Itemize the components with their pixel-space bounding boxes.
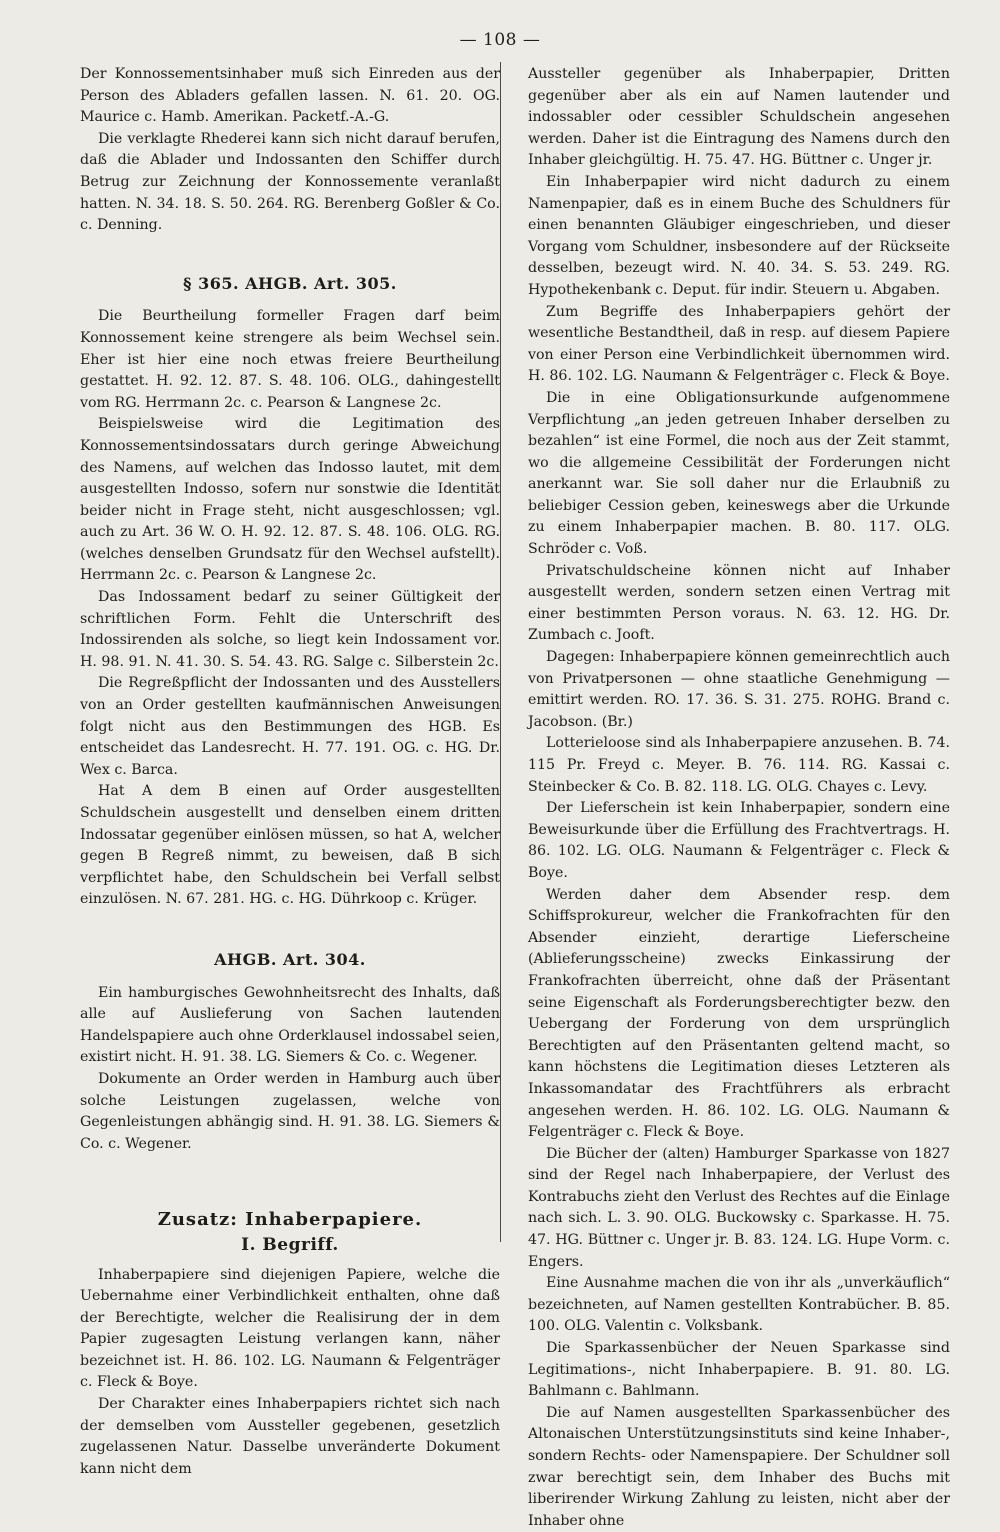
section-heading-inhaberpapiere: Zusatz: Inhaberpapiere.: [157, 1209, 423, 1231]
paragraph: Ein Inhaberpapier wird nicht dadurch zu einem Namenpapier, daß es in einem Buche des Schuldners für einen benannten Gläubiger eingeschrieben, und dieser Vorgang vom Schuldner, insbesondere auf der Rückseite desselben, bezeugt wird. N. 40. 34. S. 53. 249. RG. Hypothekenbank c. Deput. für indir. Steuern u. Abgaben.: [528, 173, 950, 298]
paragraph: Die Regreßpflicht der Indossanten und des Ausstellers von an Order gestellten kaufmännischen Anweisungen folgt nicht aus den Bestimmungen des HGB. Es entscheidet das Landesrecht. H. 77. 191. OG. c. HG. Dr. Wex c. Barca.: [80, 675, 500, 778]
left-block-1: [80, 64, 500, 237]
right-column: [528, 64, 950, 1532]
paragraph: Der Lieferschein ist kein Inhaberpapier, sondern eine Beweisurkunde über die Erfüllung des Frachtvertrags. H. 86. 102. LG. OLG. Naumann & Felgenträger c. Fleck & Boye.: [528, 800, 950, 881]
paragraph: Dagegen: Inhaberpapiere können gemeinrechtlich auch von Privatpersonen — ohne staatliche Genehmigung — emittirt werden. RO. 17. 36. S. 31. 275. ROHG. Brand c. Jacobson. (Br.): [528, 649, 950, 730]
paragraph: Der Konnossementsinhaber muß sich Einreden aus der Person des Abladers gefallen lassen. N. 61. 20. OG. Maurice c. Hamb. Amerikan. Packetf.-A.-G.: [80, 66, 500, 126]
paragraph: Lotterieloose sind als Inhaberpapiere anzusehen. B. 74. 115 Pr. Freyd c. Meyer. B. 76. 114. RG. Kassai c. Steinbecker & Co. B. 82. 118. LG. OLG. Chayes c. Levy.: [528, 735, 950, 795]
right-block: [528, 64, 950, 1532]
left-block-2: [80, 306, 500, 911]
left-block-3: [80, 983, 500, 1156]
paragraph: Privatschuldscheine können nicht auf Inhaber ausgestellt werden, sondern setzen einen Vertrag mit einer bestimmten Person voraus. N. 63. 12. HG. Dr. Zumbach c. Jooft.: [528, 562, 950, 644]
paragraph: Ein hamburgisches Gewohnheitsrecht des Inhalts, daß alle auf Auslieferung von Sachen lautenden Handelspapiere auch ohne Orderklausel indossabel seien, existirt nicht. H. 91. 38. LG. Siemers & Co. c. Wegener.: [80, 984, 500, 1066]
paragraph: Die Beurtheilung formeller Fragen darf beim Konnossement keine strengere als beim Wechsel sein. Eher ist hier eine noch etwas freiere Beurtheilung gestattet. H. 92. 12. 87. S. 48. 106. OLG., dahingestellt vom RG. Herrmann 2c. c. Pearson & Langnese 2c.: [80, 308, 500, 411]
section-heading-365: § 365. AHGB. Art. 305.: [183, 273, 397, 293]
paragraph: Hat A dem B einen auf Order ausgestellten Schuldschein ausgestellt und denselben einem dritten Indossatar gegenüber einlösen müssen, so hat A, welcher gegen B Regreß nimmt, zu beweisen, daß B sich verpflichtet habe, den Schuldschein bei Verfall selbst einzulösen. N. 67. 281. HG. c. HG. Dührkoop c. Krüger.: [80, 783, 500, 908]
paragraph: Das Indossament bedarf zu seiner Gültigkeit der schriftlichen Form. Fehlt die Unterschrift des Indossirenden als solche, so liegt kein Indossament vor. H. 98. 91. N. 41. 30. S. 54. 43. RG. Salge c. Silberstein 2c.: [80, 589, 500, 670]
paragraph: Die auf Namen ausgestellten Sparkassenbücher des Altonaischen Unterstützungsinstituts sind keine Inhaber-, sondern Rechts- oder Namenspapiere. Der Schuldner soll zwar berechtigt sein, dem Inhaber des Buchs mit liberirender Wirkung Zahlung zu leisten, nicht aber der Inhaber ohne: [528, 1404, 950, 1529]
paragraph: Dokumente an Order werden in Hamburg auch über solche Leistungen zugelassen, welche von Gegenleistungen abhängig sind. H. 91. 38. LG. Siemers & Co. c. Wegener.: [80, 1070, 500, 1152]
paragraph: Werden daher dem Absender resp. dem Schiffsprokureur, welcher die Frankofrachten für den Absender einzieht, derartige Lieferscheine (Ablieferungsscheine) zwecks Einkassirung der Frankofrachten überreicht, ohne daß der Präsentant seine Eigenschaft als Forderungsberechtigter bezw. den Uebergang der Forderung von dem ursprünglich Berechtigten auf den Präsentanten geltend macht, so kann höchstens die Legitimation dieses Letzteren als Inkassomandatar des Frachtführers als erbracht angesehen werden. H. 86. 102. LG. OLG. Naumann & Felgenträger c. Fleck & Boye.: [528, 886, 950, 1141]
paragraph: Zum Begriffe des Inhaberpapiers gehört der wesentliche Bestandtheil, daß in resp. auf diesem Papiere von einer Person eine Verbindlichkeit übernommen wird. H. 86. 102. LG. Naumann & Felgenträger c. Fleck & Boye.: [528, 303, 950, 385]
page-number: — 108 —: [459, 30, 541, 50]
subsection-heading-begriff: I. Begriff.: [241, 1234, 339, 1255]
left-column: [80, 64, 500, 1480]
paragraph: Eine Ausnahme machen die von ihr als „unverkäuflich“ bezeichneten, auf Namen gestellten Kontrabücher. B. 85. 100. OLG. Valentin c. Volksbank.: [528, 1275, 950, 1335]
paragraph: Die Sparkassenbücher der Neuen Sparkasse sind Legitimations-, nicht Inhaberpapiere. B. 91. 80. LG. Bahlmann c. Bahlmann.: [528, 1340, 950, 1400]
section-heading-art-304: AHGB. Art. 304.: [214, 949, 366, 969]
paragraph: Der Charakter eines Inhaberpapiers richtet sich nach der demselben vom Aussteller gegebenen, gesetzlich zugelassenen Natur. Dasselbe unveränderte Dokument kann nicht dem: [80, 1396, 500, 1477]
paragraph: Die in eine Obligationsurkunde aufgenommene Verpflichtung „an jeden getreuen Inhaber derselben zu bezahlen“ ist eine Formel, die noch aus der Zeit stammt, wo die allgemeine Cessibilität der Forderungen nicht anerkannt war. Sie soll daher nur die Erlaubniß zu beliebiger Cession geben, keineswegs aber die Urkunde zu einem Inhaberpapier machen. B. 80. 117. OLG. Schröder c. Voß.: [528, 389, 950, 558]
left-block-4: [80, 1265, 500, 1481]
paragraph: Beispielsweise wird die Legitimation des Konnossementsindossatars durch geringe Abweichung des Namens, auf welchen das Indosso lautet, mit dem ausgestellten Indosso, sofern nur sonstwie die Identität beider nicht in Frage steht, nicht ausgeschlossen; vgl. auch zu Art. 36 W. O. H. 92. 12. 87. S. 48. 106. OLG. RG. (welches denselben Grundsatz für den Wechsel aufstellt). Herrmann 2c. c. Pearson & Langnese 2c.: [80, 416, 500, 584]
paragraph: Die verklagte Rhederei kann sich nicht darauf berufen, daß die Ablader und Indossanten den Schiffer durch Betrug zur Zeichnung der Konnossemente veranlaßt hatten. N. 34. 18. S. 50. 264. RG. Berenberg Goßler & Co. c. Denning.: [80, 130, 500, 234]
paragraph: Aussteller gegenüber als Inhaberpapier, Dritten gegenüber aber als ein auf Namen lautender und indossabler oder cessibler Schuldschein angesehen werden. Daher ist die Eintragung des Namens durch den Inhaber gleichgültig. H. 75. 47. HG. Büttner c. Unger jr.: [528, 66, 950, 169]
paragraph: Die Bücher der (alten) Hamburger Sparkasse von 1827 sind der Regel nach Inhaberpapiere, der Verlust des Kontrabuchs zieht den Verlust des Rechtes auf die Einlage nach sich. L. 3. 90. OLG. Buckowsky c. Sparkasse. H. 75. 47. HG. Büttner c. Unger jr. B. 83. 124. LG. Hupe Vorm. c. Engers.: [528, 1145, 950, 1270]
column-divider: [500, 62, 501, 1242]
paragraph: Inhaberpapiere sind diejenigen Papiere, welche die Uebernahme einer Verbindlichkeit enthalten, ohne daß der Berechtigte, welcher die Realisirung der in dem Papier zugesagten Leistung verlangen kann, näher bezeichnet ist. H. 86. 102. LG. Naumann & Felgenträger c. Fleck & Boye.: [80, 1266, 500, 1391]
